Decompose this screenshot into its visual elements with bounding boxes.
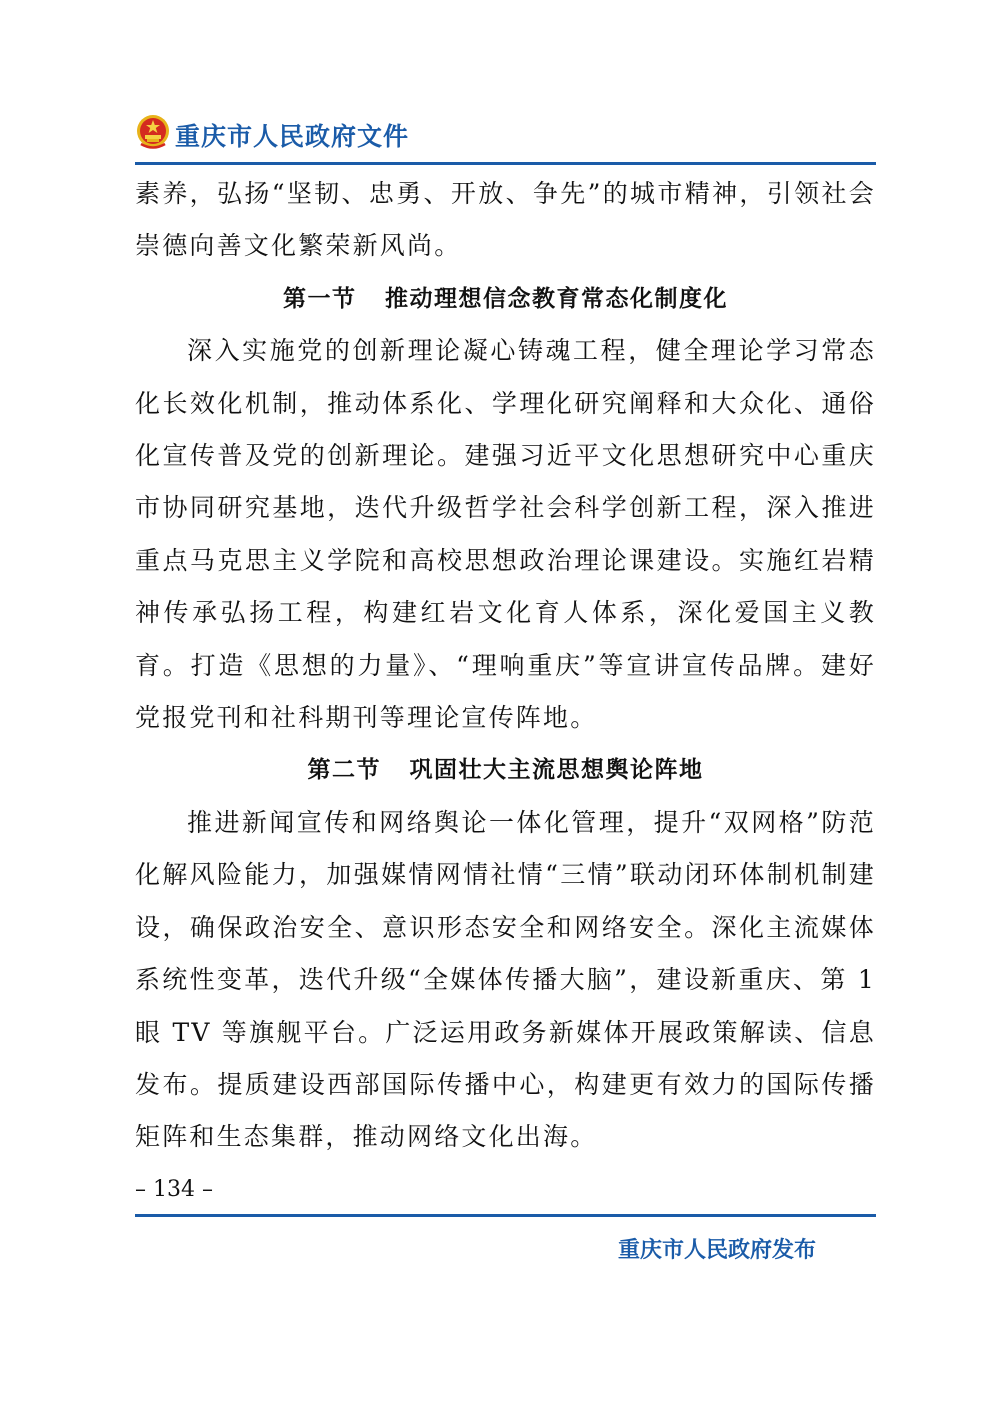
header-title: 重庆市人民政府文件 (175, 122, 410, 151)
document-body (135, 168, 876, 1164)
section-heading-2: 第二节 巩固壮大主流思想舆论阵地 (307, 757, 704, 784)
footer-publisher: 重庆市人民政府发布 (617, 1238, 816, 1263)
section-paragraph-1: 深入实施党的创新理论凝心铸魂工程，健全理论学习常态化长效化机制，推动体系化、学理化研究阐释和大众化、通俗化宣传普及党的创新理论。建强习近平文化思想研究中心重庆市协同研究基地，迭代升级哲学社会科学创新工程，深入推进重点马克思主义学院和高校思想政治理论课建设。实施红岩精神传承弘扬工程，构建红岩文化育人体系，深化爱国主义教育。打造《思想的力量》、“理响重庆”等宣讲宣传品牌。建好党报党刊和社科期刊等理论宣传阵地。 (135, 336, 876, 733)
intro-paragraph: 素养，弘扬“坚韧、忠勇、开放、争先”的城市精神，引领社会崇德向善文化繁荣新风尚。 (135, 179, 876, 261)
footer-rule (135, 1214, 876, 1217)
page-number: – 134 – (135, 1177, 213, 1202)
header-rule (135, 162, 876, 165)
section-heading-1: 第一节 推动理想信念教育常态化制度化 (282, 285, 729, 312)
section-paragraph-2: 推进新闻宣传和网络舆论一体化管理，提升“双网格”防范化解风险能力，加强媒情网情社情“三情”联动闭环体制机制建设，确保政治安全、意识形态安全和网络安全。深化主流媒体系统性变革，迭代升级“全媒体传播大脑”，建设新重庆、第 1 眼 TV 等旗舰平台。广泛运用政务新媒体开展政策解读、信息发布。提质建设西部国际传播中心，构建更有效力的国际传播矩阵和生态集群，推动网络文化出海。 (135, 807, 876, 1152)
document-header (135, 112, 875, 156)
national-emblem-icon (135, 114, 171, 150)
